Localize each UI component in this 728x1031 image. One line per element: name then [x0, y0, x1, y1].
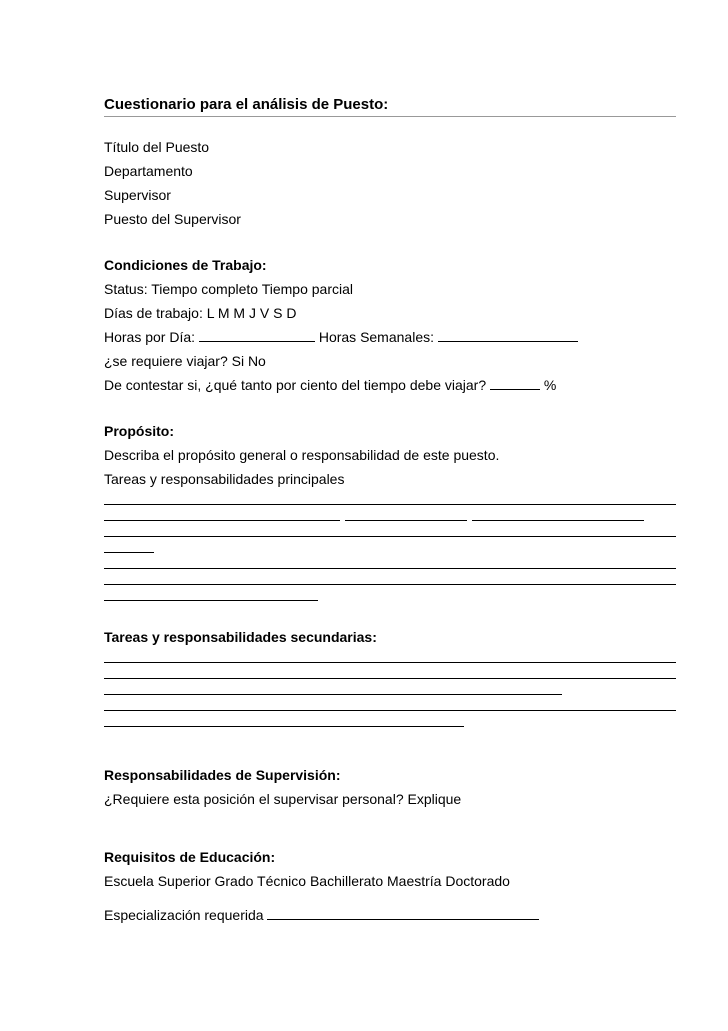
travel-percent-label: De contestar si, ¿qué tanto por ciento del tiempo debe viajar? [104, 377, 487, 393]
workdays-line: Días de trabajo: L M M J V S D [104, 305, 297, 321]
specialization-line [104, 903, 676, 927]
department-label: Departamento [104, 163, 193, 179]
education-heading: Requisitos de Educación: [104, 849, 276, 865]
purpose-describe: Describa el propósito general o responsabilidad de este puesto. [104, 447, 500, 463]
main-tasks-label: Tareas y responsabilidades principales [104, 471, 345, 487]
hours-per-day-label: Horas por Día: [104, 329, 196, 345]
hours-per-day-field[interactable] [199, 329, 315, 342]
travel-line: ¿se requiere viajar? Si No [104, 353, 266, 369]
travel-percent-line [104, 373, 676, 397]
percent-sign: % [543, 377, 557, 393]
status-line: Status: Tiempo completo Tiempo parcial [104, 281, 354, 297]
conditions-heading: Condiciones de Trabajo: [104, 257, 267, 273]
supervisor-label: Supervisor [104, 187, 171, 203]
main-tasks-field[interactable] [104, 491, 676, 603]
purpose-heading: Propósito: [104, 423, 174, 439]
hours-line [104, 325, 676, 349]
supervision-question: ¿Requiere esta posición el supervisar personal? Explique [104, 791, 462, 807]
job-title-label: Título del Puesto [104, 139, 210, 155]
supervisor-position-label: Puesto del Supervisor [104, 211, 241, 227]
supervision-heading: Responsabilidades de Supervisión: [104, 767, 341, 783]
secondary-tasks-heading: Tareas y responsabilidades secundarias: [104, 629, 377, 645]
questionnaire-page [104, 96, 676, 927]
travel-percent-field[interactable] [490, 377, 540, 390]
page-title: Cuestionario para el análisis de Puesto: [104, 96, 676, 117]
secondary-tasks-field[interactable] [104, 649, 676, 729]
education-levels: Escuela Superior Grado Técnico Bachillerato Maestría Doctorado [104, 873, 510, 889]
weekly-hours-field[interactable] [438, 329, 578, 342]
specialization-field[interactable] [267, 907, 539, 920]
weekly-hours-label: Horas Semanales: [318, 329, 434, 345]
specialization-label: Especialización requerida [104, 907, 264, 923]
